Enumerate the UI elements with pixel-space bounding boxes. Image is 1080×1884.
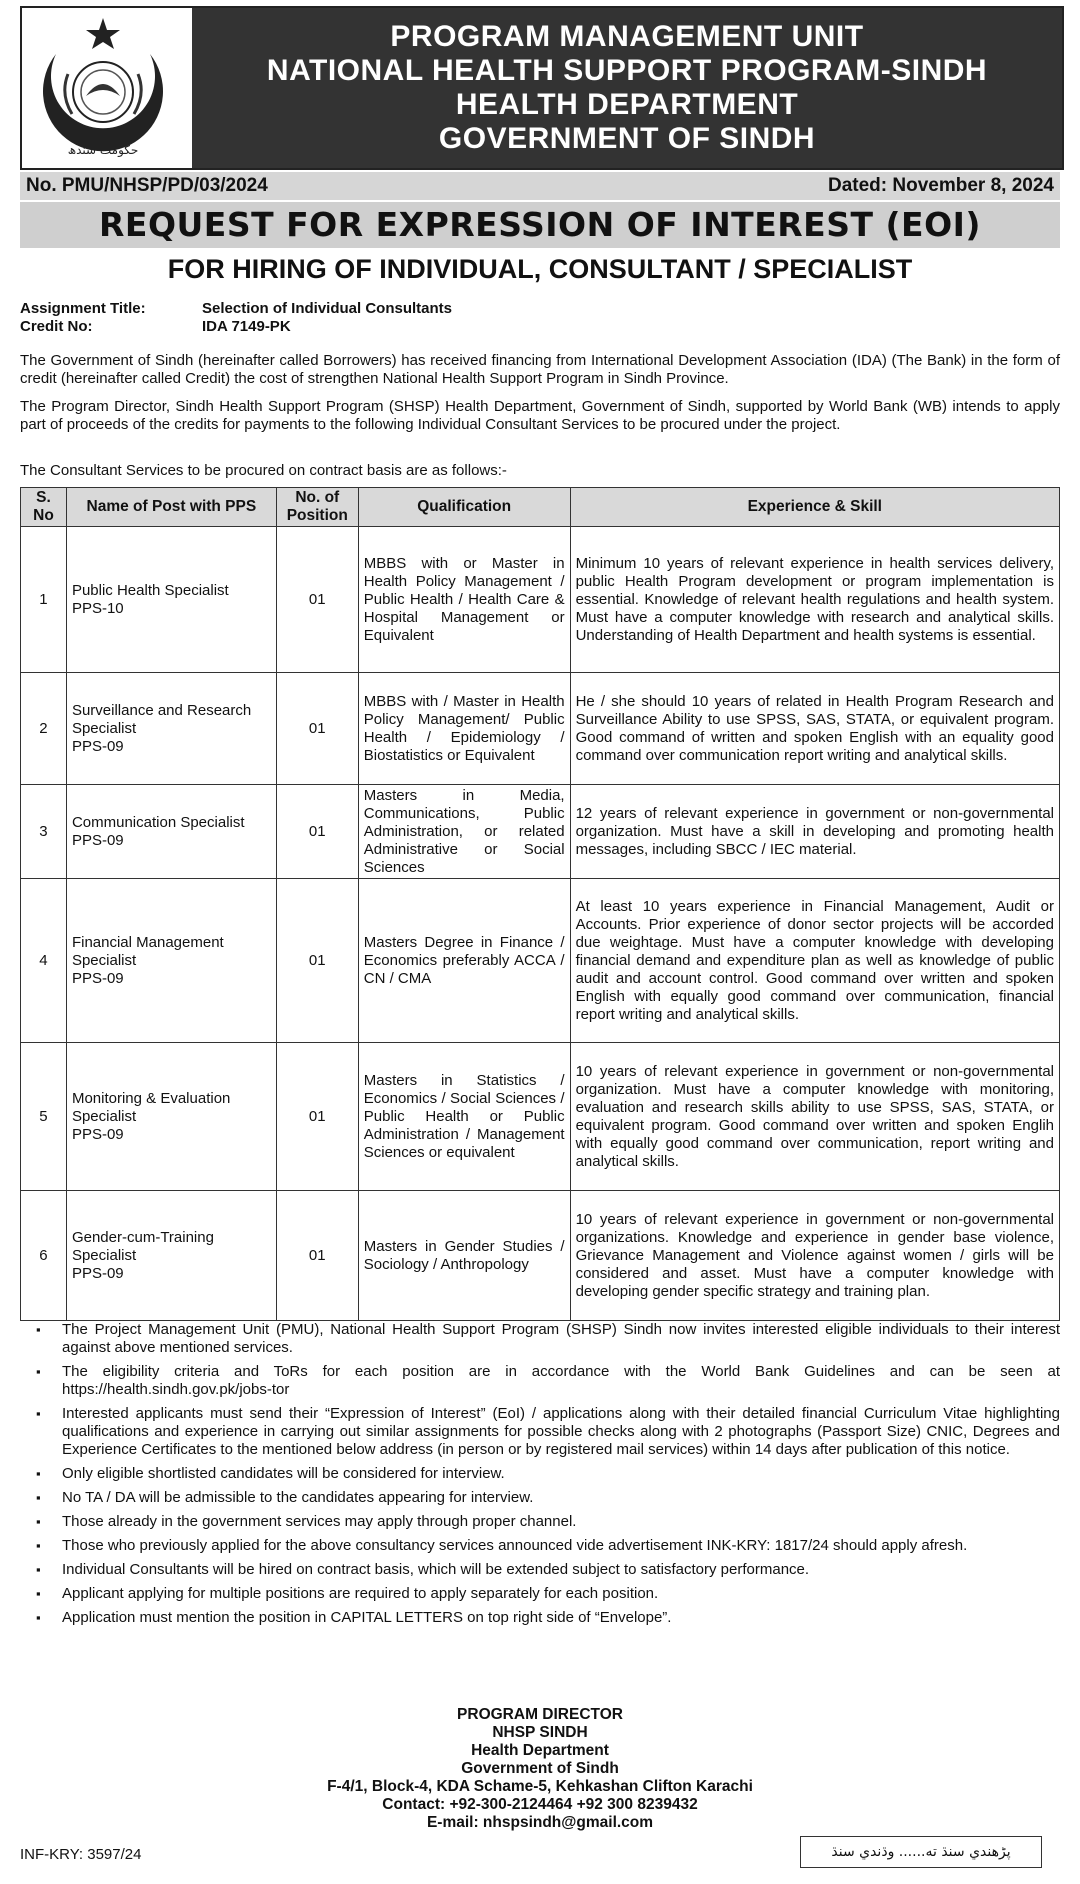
row-positions: 01: [276, 785, 358, 879]
row-qualification: MBBS with or Master in Health Policy Management / Public Health / Health Care & Hospital Management or Equivalent: [358, 527, 570, 673]
list-item: ▪ Interested applicants must send their “Expression of Interest” (EoI) / applications along with their detailed financial Curriculum Vitae highlighting qualifications and experience in carrying out similar assignments for possible checks along with 2 photographs (Passport Size) CNIC, Degrees and Experience Certificates to the mentioned below address (in person or by registered mail services) within 14 days after publication of this notice.: [20, 1405, 1060, 1459]
row-post: [66, 673, 276, 785]
row-experience: 10 years of relevant experience in government or non-governmental organization. Must have a computer knowledge with monitoring, evaluation and research skills ability to use SPSS, SAS, STATA, or equivalent program. Good command over written and spoken Englih with equally good command over communication, report writing and analytical skills.: [570, 1043, 1059, 1191]
intro-paragraph-3: The Consultant Services to be procured on contract basis are as follows:-: [20, 462, 507, 479]
intro-paragraph-1: The Government of Sindh (hereinafter called Borrowers) has received financing from International Development Association (IDA) (The Bank) in the form of credit (hereinafter called Credit) the cost of strengthen National Health Support Program in Sindh Province.: [20, 352, 1060, 387]
header-experience: Experience & Skill: [570, 488, 1059, 527]
row-positions: 01: [276, 527, 358, 673]
credit-label: Credit No:: [20, 318, 93, 335]
header-line-2: NATIONAL HEALTH SUPPORT PROGRAM-SINDH: [266, 54, 988, 87]
row-experience: 12 years of relevant experience in government or non-governmental organization. Must have a skill in developing and promoting health messages, including SBCC / IEC material.: [570, 785, 1059, 879]
list-item: ▪ Those who previously applied for the above consultancy services announced vide advertisement INK-KRY: 1817/24 should apply afresh.: [20, 1537, 1060, 1555]
page-subtitle: FOR HIRING OF INDIVIDUAL, CONSULTANT / SPECIALIST: [167, 254, 913, 284]
signoff-line: Health Department: [471, 1742, 609, 1759]
post-pps: PPS-10: [71, 599, 124, 617]
row-post: [66, 1191, 276, 1321]
table-row: [21, 785, 1060, 879]
signoff-block: [140, 1706, 940, 1832]
government-of-sindh-seal-icon: [28, 14, 178, 162]
header-line-4: GOVERNMENT OF SINDH: [438, 122, 816, 155]
row-experience: At least 10 years experience in Financial Management, Audit or Accounts. Prior experience of donor sector projects will be accorded due weightage. Must have a computer knowledge with developing financial demand and expenditure plan as well as knowledge of public audit and account control. Good command over written and spoken English with equally good command over communication, financial report writing and analytical skills.: [570, 879, 1059, 1043]
table-header-row: [21, 488, 1060, 527]
post-name: Gender-cum-Training Specialist: [71, 1228, 214, 1264]
row-experience: 10 years of relevant experience in government or non-governmental organizations. Knowledge and experience in gender base violence, Grievance Management and Violence against women / girls will be considered and asset. Must have a computer knowledge with developing gender specific strategy and training plan.: [570, 1191, 1059, 1321]
notice-date: Dated: November 8, 2024: [828, 175, 1054, 196]
intro-paragraph-2: The Program Director, Sindh Health Support Program (SHSP) Health Department, Government of Sindh, supported by World Bank (WB) intends to apply part of proceeds of the credits for payments to the following Individual Consultant Services to be procured under the project.: [20, 398, 1060, 433]
row-sno: 3: [21, 785, 67, 879]
row-post: [66, 1043, 276, 1191]
list-item: ▪ Application must mention the position in CAPITAL LETTERS on top right side of “Envelope”.: [20, 1609, 1060, 1627]
row-positions: 01: [276, 1043, 358, 1191]
signoff-line: F-4/1, Block-4, KDA Schame-5, Kehkashan Clifton Karachi: [327, 1778, 753, 1795]
row-qualification: Masters in Media, Communications, Public Administration, or related Administrative or Social Sciences: [358, 785, 570, 879]
row-sno: 2: [21, 673, 67, 785]
header-qualification: Qualification: [358, 488, 570, 527]
row-post: [66, 527, 276, 673]
row-post: [66, 785, 276, 879]
row-experience: Minimum 10 years of relevant experience in health services delivery, public Health Program development or program implementation is essential. Knowledge of relevant health regulations and health system. Must have a computer knowledge with research and analytical skills. Understanding of Health Department and health systems is essential.: [570, 527, 1059, 673]
signoff-line: NHSP SINDH: [492, 1724, 588, 1741]
row-sno: 1: [21, 527, 67, 673]
post-pps: PPS-09: [71, 1125, 124, 1143]
row-post: [66, 879, 276, 1043]
table-row: [21, 1191, 1060, 1321]
list-item: ▪ Applicant applying for multiple positions are required to apply separately for each position.: [20, 1585, 1060, 1603]
list-item: ▪ The eligibility criteria and ToRs for each position are in accordance with the World Bank Guidelines and can be seen at https://health.sindh.gov.pk/jobs-tor: [20, 1363, 1060, 1399]
slogan-stamp: پڑھندي سنڌ ته...... وڌندي سنڌ: [800, 1836, 1042, 1868]
reference-line: [20, 172, 1060, 200]
signoff-line: E-mail: nhspsindh@gmail.com: [426, 1814, 654, 1831]
signoff-line: Contact: +92-300-2124464 +92 300 8239432: [382, 1796, 698, 1813]
post-name: Monitoring & Evaluation Specialist: [71, 1089, 231, 1125]
inf-number: INF-KRY: 3597/24: [20, 1846, 142, 1863]
seal-text: حکومت سندھ: [67, 143, 139, 157]
list-item: ▪ Only eligible shortlisted candidates will be considered for interview.: [20, 1465, 1060, 1483]
row-positions: 01: [276, 879, 358, 1043]
post-pps: PPS-09: [71, 831, 124, 849]
post-name: Financial Management Specialist: [71, 933, 224, 969]
positions-table: [20, 487, 1060, 1321]
header-sno: S. No: [21, 488, 67, 527]
row-qualification: Masters in Gender Studies / Sociology / Anthropology: [358, 1191, 570, 1321]
header-positions: No. of Position: [276, 488, 358, 527]
table-row: [21, 1043, 1060, 1191]
post-pps: PPS-09: [71, 969, 124, 987]
signoff-line: PROGRAM DIRECTOR: [457, 1706, 623, 1723]
reference-number: No. PMU/NHSP/PD/03/2024: [26, 175, 268, 196]
list-item: ▪ The Project Management Unit (PMU), National Health Support Program (SHSP) Sindh now invites interested eligible individuals to their interest against above mentioned services.: [20, 1321, 1060, 1357]
header-title-band: [192, 8, 1062, 168]
table-row: [21, 527, 1060, 673]
row-qualification: Masters Degree in Finance / Economics preferably ACCA / CN / CMA: [358, 879, 570, 1043]
row-positions: 01: [276, 673, 358, 785]
list-item: ▪ Individual Consultants will be hired on contract basis, which will be extended subject to satisfactory performance.: [20, 1561, 1060, 1579]
post-name: Communication Specialist: [71, 813, 245, 831]
post-name: Surveillance and Research Specialist: [71, 701, 252, 737]
header-line-3: HEALTH DEPARTMENT: [455, 88, 799, 121]
conditions-list: [20, 1321, 1060, 1633]
row-sno: 5: [21, 1043, 67, 1191]
list-item: ▪ Those already in the government services may apply through proper channel.: [20, 1513, 1060, 1531]
signoff-line: Government of Sindh: [461, 1760, 619, 1777]
post-name: Public Health Specialist: [71, 581, 229, 599]
row-qualification: Masters in Statistics / Economics / Social Sciences / Public Health or Public Administration / Management Sciences or equivalent: [358, 1043, 570, 1191]
assignment-title-label: Assignment Title:: [20, 300, 146, 317]
header-line-1: PROGRAM MANAGEMENT UNIT: [390, 20, 864, 53]
row-qualification: MBBS with / Master in Health Policy Management/ Public Health / Epidemiology / Biostatistics or Equivalent: [358, 673, 570, 785]
post-pps: PPS-09: [71, 1264, 124, 1282]
row-experience: He / she should 10 years of related in Health Program Research and Surveillance Ability to use SPSS, SAS, STATA, or equivalent program. Good command of written and spoken English with an equality good command over communication report writing and analytical skills.: [570, 673, 1059, 785]
credit-value: IDA 7149-PK: [202, 318, 291, 335]
row-sno: 6: [21, 1191, 67, 1321]
assignment-title-value: Selection of Individual Consultants: [202, 300, 453, 317]
page-title: REQUEST FOR EXPRESSION OF INTEREST (EOI): [20, 202, 1060, 248]
assignment-info: [20, 300, 452, 336]
row-positions: 01: [276, 1191, 358, 1321]
table-row: [21, 673, 1060, 785]
post-pps: PPS-09: [71, 737, 124, 755]
header-box: [20, 6, 1064, 170]
row-sno: 4: [21, 879, 67, 1043]
list-item: ▪ No TA / DA will be admissible to the candidates appearing for interview.: [20, 1489, 1060, 1507]
header-post: Name of Post with PPS: [66, 488, 276, 527]
table-row: [21, 879, 1060, 1043]
